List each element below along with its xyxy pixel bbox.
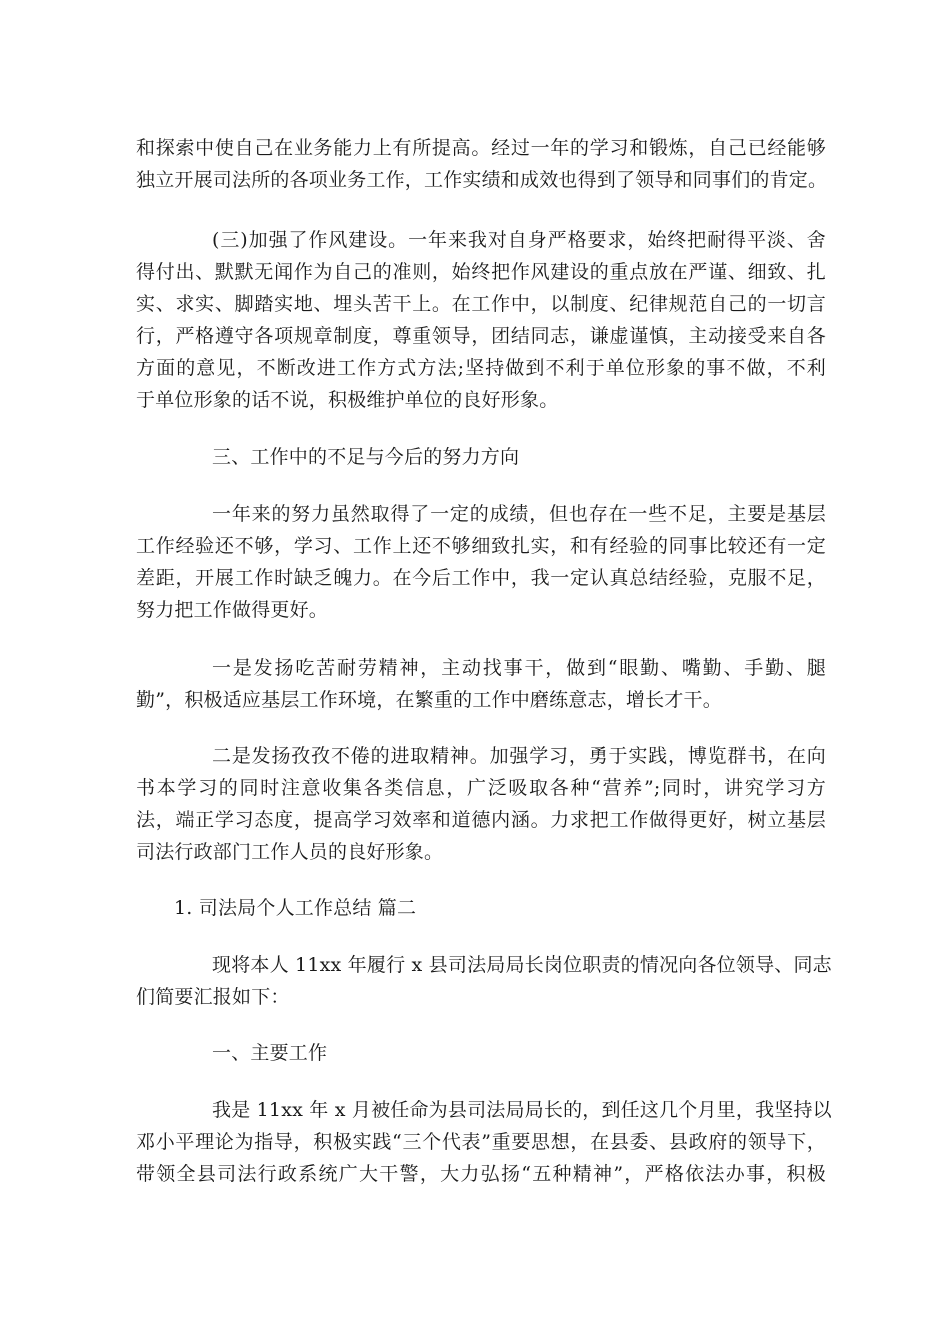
- body-text-line: 二是发扬孜孜不倦的进取精神。加强学习，勇于实践，博览群书，在向: [212, 745, 826, 767]
- body-text-line: 努力把工作做得更好。: [136, 599, 329, 621]
- body-text-line: (三)加强了作风建设。一年来我对自身严格要求，始终把耐得平淡、舍: [212, 229, 826, 251]
- body-text-line: 勤”，积极适应基层工作环境，在繁重的工作中磨练意志，增长才干。: [136, 689, 722, 711]
- body-text-line: 于单位形象的话不说，积极维护单位的良好形象。: [136, 389, 559, 411]
- body-text-line: 书本学习的同时注意收集各类信息，广泛吸取各种“营养”;同时，讲究学习方: [136, 777, 826, 799]
- body-text-line: 一年来的努力虽然取得了一定的成绩，但也存在一些不足，主要是基层: [212, 503, 826, 525]
- body-text-line: 行，严格遵守各项规章制度，尊重领导，团结同志，谦虚谨慎，主动接受来自各: [136, 325, 826, 347]
- body-text-line: 们简要汇报如下：: [136, 986, 290, 1008]
- body-text-line: 和探索中使自己在业务能力上有所提高。经过一年的学习和锻炼，自己已经能够: [136, 137, 826, 159]
- section-heading: 一、主要工作: [212, 1042, 328, 1064]
- body-text-line: 法，端正学习态度，提高学习效率和道德内涵。力求把工作做得更好，树立基层: [136, 809, 826, 831]
- body-text-line: 工作经验还不够，学习、工作上还不够细致扎实，和有经验的同事比较还有一定: [136, 535, 826, 557]
- body-text-line: 差距，开展工作时缺乏魄力。在今后工作中，我一定认真总结经验，克服不足，: [136, 567, 826, 589]
- body-text-line: 方面的意见，不断改进工作方式方法;坚持做到不利于单位形象的事不做，不利: [136, 357, 826, 379]
- body-text-line: 我是 11xx 年 x 月被任命为县司法局局长的，到任这几个月里，我坚持以: [212, 1099, 832, 1121]
- article-heading: 1. 司法局个人工作总结 篇二: [174, 897, 417, 919]
- body-text-line: 得付出、默默无闻作为自己的准则，始终把作风建设的重点放在严谨、细致、扎: [136, 261, 826, 283]
- body-text-line: 实、求实、脚踏实地、埋头苦干上。在工作中，以制度、纪律规范自己的一切言: [136, 293, 826, 315]
- body-text-line: 司法行政部门工作人员的良好形象。: [136, 841, 444, 863]
- body-text-line: 邓小平理论为指导，积极实践“三个代表”重要思想，在县委、县政府的领导下，: [136, 1131, 826, 1153]
- body-text-line: 现将本人 11xx 年履行 x 县司法局局长岗位职责的情况向各位领导、同志: [212, 954, 832, 976]
- body-text-line: 带领全县司法行政系统广大干警，大力弘扬“五种精神”，严格依法办事，积极: [136, 1163, 826, 1185]
- body-text-line: 独立开展司法所的各项业务工作，工作实绩和成效也得到了领导和同事们的肯定。: [136, 169, 828, 191]
- body-text-line: 一是发扬吃苦耐劳精神，主动找事干，做到“眼勤、嘴勤、手勤、腿: [212, 657, 826, 679]
- section-heading: 三、工作中的不足与今后的努力方向: [212, 446, 520, 468]
